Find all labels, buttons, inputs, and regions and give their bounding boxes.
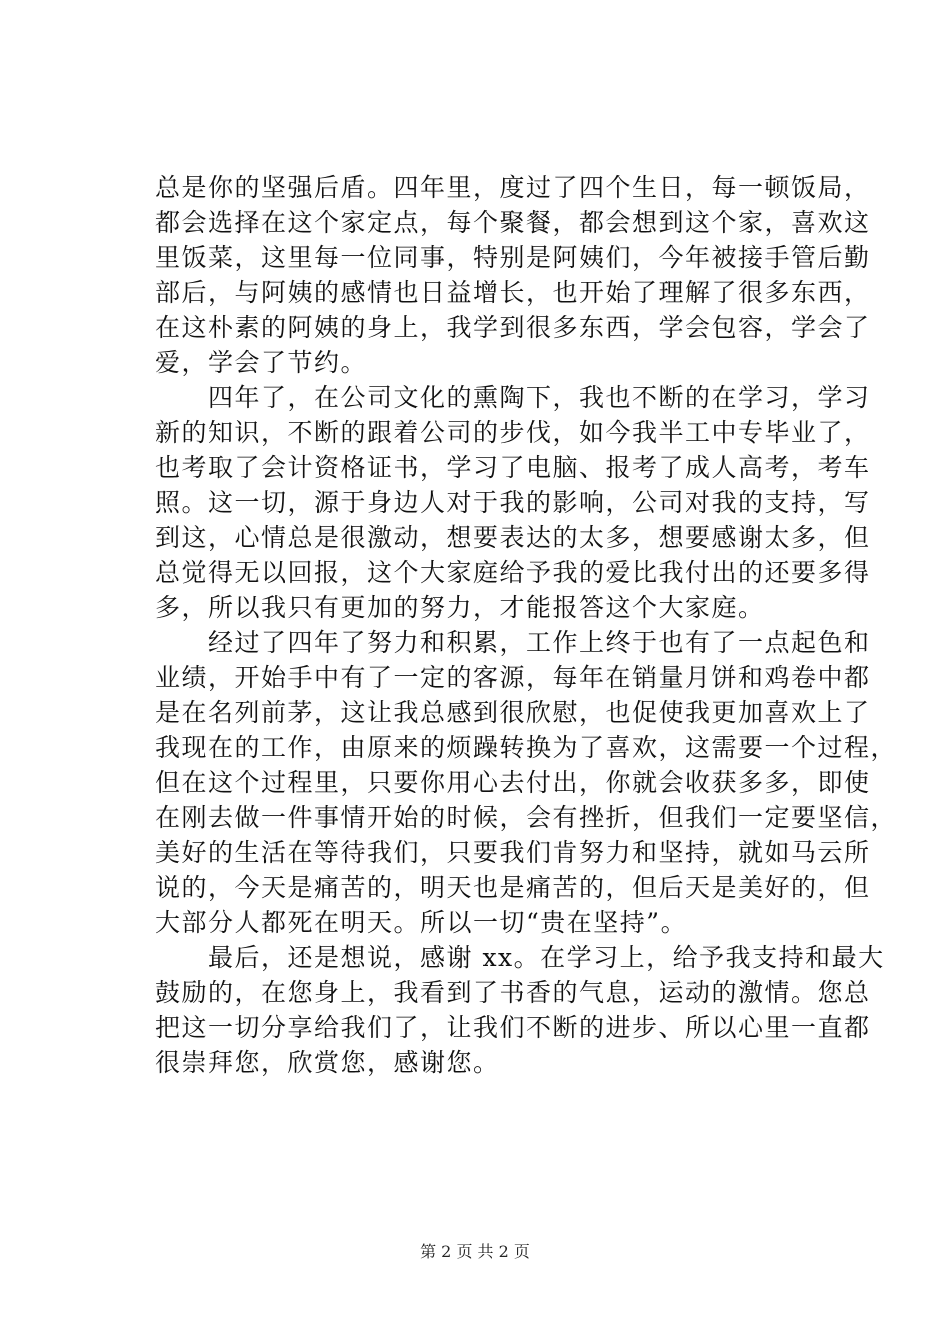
- text-line: 里饭菜，这里每一位同事，特别是阿姨们，今年被接手管后勤: [155, 243, 871, 272]
- text-line: 总觉得无以回报，这个大家庭给予我的爱比我付出的还要多得: [155, 558, 871, 587]
- text-line: 到这，心情总是很激动，想要表达的太多，想要感谢太多，但: [155, 523, 871, 552]
- text-line: 多，所以我只有更加的努力，才能报答这个大家庭。: [155, 593, 765, 622]
- text-line: 在刚去做一件事情开始的时候，会有挫折，但我们一定要坚信，: [155, 803, 898, 832]
- text-line: 经过了四年了努力和积累，工作上终于也有了一点起色和: [155, 628, 871, 657]
- text-line: 大部分人都死在明天。所以一切“贵在坚持”。: [155, 908, 688, 937]
- text-line: 也考取了会计资格证书，学习了电脑、报考了成人高考，考车: [155, 453, 871, 482]
- text-line: 说的，今天是痛苦的，明天也是痛苦的，但后天是美好的，但: [155, 873, 871, 902]
- text-line: 把这一切分享给我们了，让我们不断的进步、所以心里一直都: [155, 1013, 871, 1042]
- text-line: 鼓励的，在您身上，我看到了书香的气息，运动的激情。您总: [155, 978, 871, 1007]
- text-line: 但在这个过程里，只要你用心去付出，你就会收获多多，即使: [155, 768, 871, 797]
- text-line: 都会选择在这个家定点，每个聚餐，都会想到这个家，喜欢这: [155, 208, 871, 237]
- text-line: 很崇拜您，欣赏您，感谢您。: [155, 1048, 500, 1077]
- text-line: 是在名列前茅，这让我总感到很欣慰，也促使我更加喜欢上了: [155, 698, 871, 727]
- text-line: 我现在的工作，由原来的烦躁转换为了喜欢，这需要一个过程，: [155, 733, 898, 762]
- text-line: 最后，还是想说，感谢 xx。在学习上，给予我支持和最大: [155, 943, 885, 972]
- text-line: 四年了，在公司文化的熏陶下，我也不断的在学习，学习: [155, 383, 871, 412]
- body-text: [155, 170, 898, 1080]
- text-line: 在这朴素的阿姨的身上，我学到很多东西，学会包容，学会了: [155, 313, 871, 342]
- text-line: 照。这一切，源于身边人对于我的影响，公司对我的支持，写: [155, 488, 871, 517]
- page-number-label: 第 2 页 共 2 页: [420, 1242, 530, 1261]
- text-line: 美好的生活在等待我们，只要我们肯努力和坚持，就如马云所: [155, 838, 871, 867]
- text-line: 新的知识，不断的跟着公司的步伐，如今我半工中专毕业了，: [155, 418, 871, 447]
- text-line: 爱，学会了节约。: [155, 348, 368, 377]
- text-line: 部后，与阿姨的感情也日益增长，也开始了理解了很多东西，: [155, 278, 871, 307]
- page-footer: [0, 1242, 950, 1262]
- text-line: 总是你的坚强后盾。四年里，度过了四个生日，每一顿饭局，: [155, 173, 871, 202]
- text-line: 业绩，开始手中有了一定的客源，每年在销量月饼和鸡卷中都: [155, 663, 871, 692]
